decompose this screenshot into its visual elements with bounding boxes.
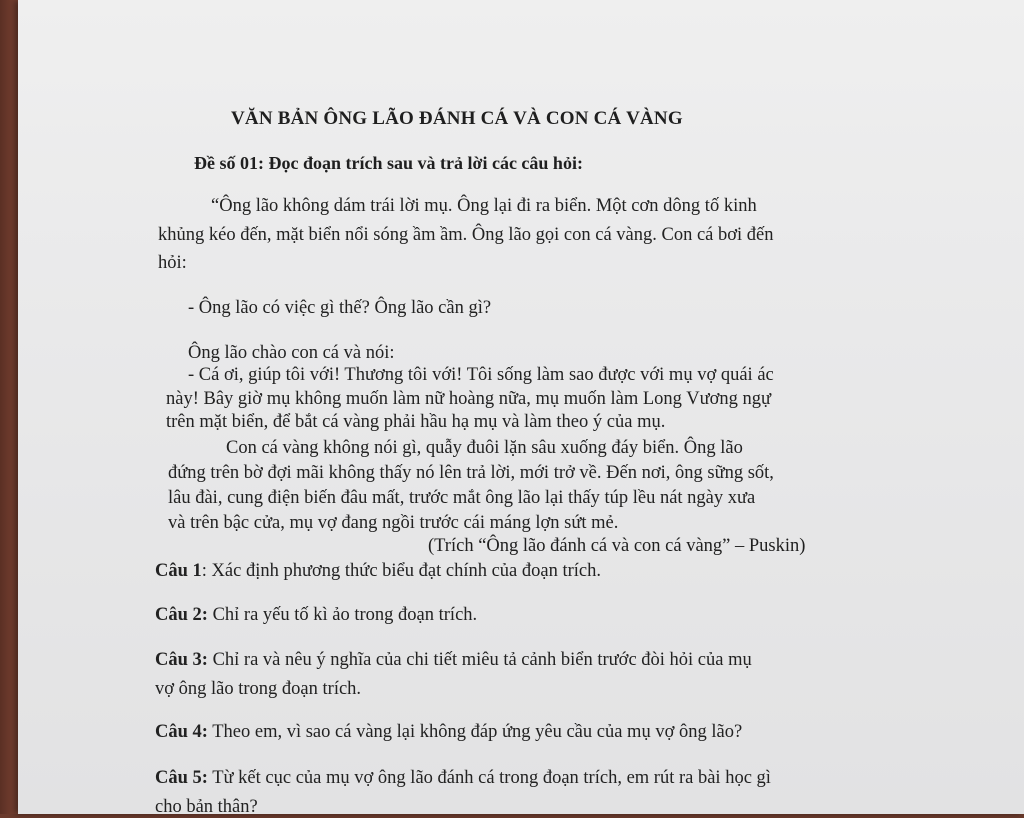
question-text: Chỉ ra và nêu ý nghĩa của chi tiết miêu tả cảnh biển trước đòi hỏi của mụ [207,650,752,670]
passage-line: hỏi: [158,253,187,273]
question-text: : Xác định phương thức biểu đạt chính của đoạn trích. [201,561,601,581]
citation: (Trích “Ông lão đánh cá và con cá vàng” – Puskin) [428,536,806,556]
passage-line: này! Bây giờ mụ không muốn làm nữ hoàng nữa, mụ muốn làm Long Vương ngự [166,389,772,409]
question-4 [155,722,742,743]
question-5 [155,768,771,789]
question-text: Từ kết cục của mụ vợ ông lão đánh cá trong đoạn trích, em rút ra bài học gì [207,768,771,788]
passage-line: trên mặt biển, để bắt cá vàng phải hầu hạ mụ và làm theo ý của mụ. [166,412,666,432]
question-label: Câu 2: [155,605,208,625]
question-3-continuation: vợ ông lão trong đoạn trích. [155,679,362,699]
passage-line: Con cá vàng không nói gì, quẫy đuôi lặn sâu xuống đáy biển. Ông lão [226,438,743,458]
question-1 [155,561,601,582]
passage-line: “Ông lão không dám trái lời mụ. Ông lại đi ra biển. Một cơn dông tố kinh [211,196,757,216]
fish-question-line: - Ông lão có việc gì thế? Ông lão cần gì? [188,298,492,318]
question-text: Chỉ ra yếu tố kì ảo trong đoạn trích. [207,605,478,625]
question-label: Câu 3: [155,650,208,670]
document-title: VĂN BẢN ÔNG LÃO ĐÁNH CÁ VÀ CON CÁ VÀNG [231,108,683,129]
question-label: Câu 5: [155,768,208,788]
exercise-heading: Đề số 01: Đọc đoạn trích sau và trả lời các câu hỏi: [194,153,583,173]
question-2 [155,605,477,626]
passage-line: - Cá ơi, giúp tôi với! Thương tôi với! Tôi sống làm sao được với mụ vợ quái ác [188,365,774,385]
question-label: Câu 4: [155,722,208,742]
question-5-continuation: cho bản thân? [155,797,258,817]
passage-line: khủng kéo đến, mặt biển nổi sóng ầm ầm. Ông lão gọi con cá vàng. Con cá bơi đến [158,225,774,245]
question-label: Câu 1 [155,561,202,581]
paper-sheet [18,0,1024,817]
passage-line: Ông lão chào con cá và nói: [188,343,395,363]
passage-line: lâu đài, cung điện biến đâu mất, trước mắt ông lão lại thấy túp lều nát ngày xưa [168,488,756,508]
passage-line: và trên bậc cửa, mụ vợ đang ngồi trước cái máng lợn sứt mẻ. [168,513,619,533]
question-text: Theo em, vì sao cá vàng lại không đáp ứng yêu cầu của mụ vợ ông lão? [207,722,743,742]
passage-line: đứng trên bờ đợi mãi không thấy nó lên trả lời, mới trở về. Đến nơi, ông sững sốt, [168,463,774,483]
question-3 [155,650,752,671]
